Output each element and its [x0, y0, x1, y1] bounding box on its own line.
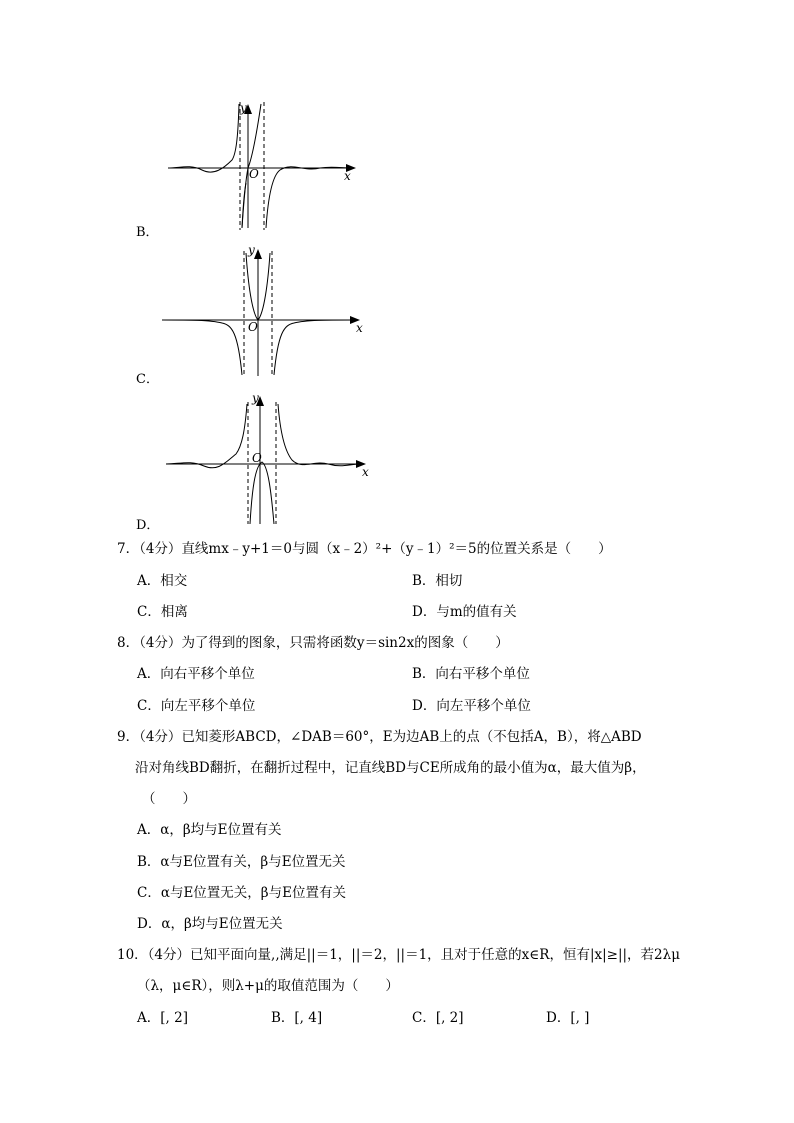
option-d: D．[, ]: [546, 1010, 590, 1026]
graph-b-label: B．: [136, 225, 159, 240]
option-c: C．相离: [137, 604, 188, 620]
question-number: 7．（4分）: [117, 541, 182, 557]
option-b: B．相切: [412, 573, 463, 589]
question-number: 8．（4分）: [117, 635, 182, 651]
x-axis-label: x: [362, 465, 369, 479]
option-d: D．向左平移个单位: [412, 698, 531, 714]
option-b: B．向右平移个单位: [412, 666, 530, 682]
curve-right: [274, 320, 354, 375]
curve-left: [162, 320, 242, 375]
option-b: B．α与E位置有关，β与E位置无关: [137, 854, 346, 870]
x-axis-label: x: [356, 321, 363, 335]
y-axis-arrow: [254, 249, 262, 259]
y-axis-label: y: [248, 243, 255, 257]
graph-c: [160, 243, 380, 378]
question-stem-line-1: 已知菱形ABCD，∠DAB＝60°，E为边AB上的点（不包括A，B），将△ABD: [181, 729, 642, 745]
origin-label: O: [252, 451, 262, 465]
graph-c-label: C．: [136, 372, 159, 387]
option-c: C．[, 2]: [412, 1010, 464, 1026]
question-number: 10．（4分）: [117, 947, 191, 963]
origin-label: O: [249, 167, 259, 181]
option-a: A．[, 2]: [137, 1010, 188, 1026]
curve-middle: [250, 462, 274, 524]
question-stem-line-1: 已知平面向量,,满足||＝1，||＝2，||＝1，且对于任意的x∈R，恒有|x|≥||，若2λμ: [190, 947, 680, 963]
question-stem: 为了得到的图象，只需将函数y＝sin2x的图象（ ）: [181, 635, 509, 651]
option-d: D．α，β均与E位置无关: [137, 916, 283, 932]
question-10: [117, 946, 680, 964]
question-number: 9．（4分）: [117, 729, 182, 745]
origin-label: O: [248, 320, 258, 334]
curve-middle-upper: [242, 104, 261, 228]
curve-left: [168, 104, 239, 172]
curve-left: [166, 404, 247, 468]
y-axis-label: y: [240, 101, 247, 115]
graph-d-label: D．: [136, 518, 160, 533]
graph-d: [160, 390, 380, 525]
question-10-line-2: （λ，μ∈R），则λ+μ的取值范围为（ ）: [137, 978, 399, 994]
x-axis-label: x: [344, 169, 351, 183]
option-b: B．[, 4]: [271, 1010, 323, 1026]
question-stem: 直线mx﹣y+1＝0与圆（x﹣2）²+（y﹣1）²＝5的位置关系是（ ）: [181, 541, 612, 557]
option-a: A．α，β均与E位置有关: [137, 822, 282, 838]
question-8: [117, 634, 509, 652]
question-9-line-3: （ ）: [142, 791, 196, 807]
option-c: C．向左平移个单位: [137, 698, 256, 714]
option-a: A．向右平移个单位: [137, 666, 255, 682]
question-7: [117, 540, 612, 558]
curve-right: [278, 404, 360, 466]
y-axis-label: y: [252, 391, 259, 405]
option-c: C．α与E位置无关，β与E位置有关: [137, 885, 346, 901]
graph-b: [160, 98, 380, 233]
option-a: A．相交: [137, 573, 188, 589]
question-9: [117, 728, 642, 746]
question-9-line-2: 沿对角线BD翻折，在翻折过程中，记直线BD与CE所成角的最小值为α，最大值为β，: [135, 760, 646, 776]
option-d: D．与m的值有关: [412, 604, 517, 620]
curve-right: [266, 167, 350, 228]
